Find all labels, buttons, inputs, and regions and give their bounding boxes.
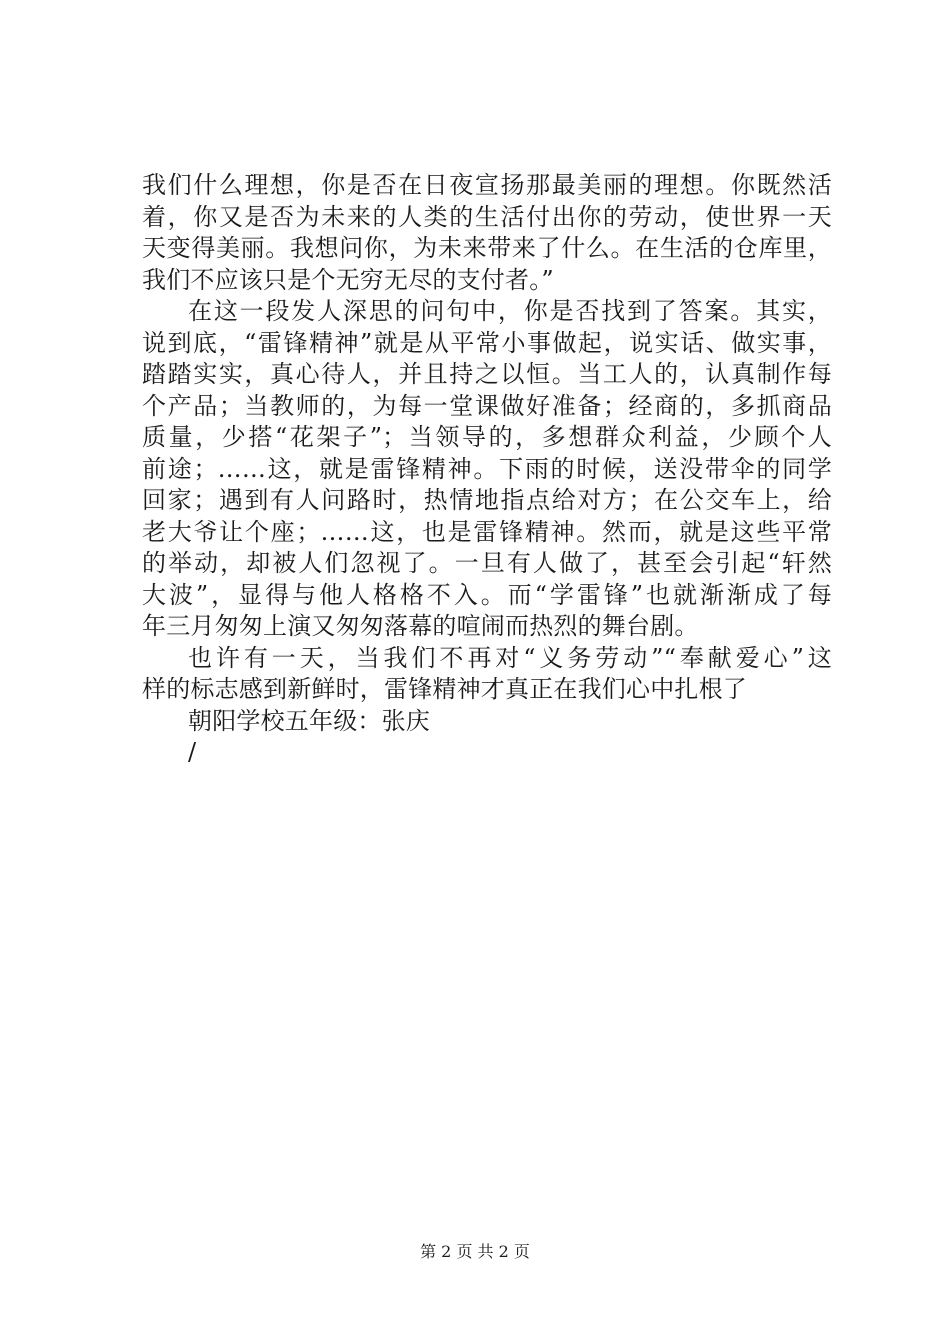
text-line: 的举动，却被人们忽视了。一旦有人做了，甚至会引起“轩然 <box>142 549 832 577</box>
text-line: 说到底，“雷锋精神”就是从平常小事做起，说实话、做实事， <box>142 328 832 357</box>
text-line: 样的标志感到新鲜时，雷锋精神才真正在我们心中扎根了 <box>142 675 747 703</box>
text-line: 我们什么理想，你是否在日夜宣扬那最美丽的理想。你既然活 <box>142 171 832 199</box>
text-line: 朝阳学校五年级：张庆 <box>188 706 430 735</box>
text-line: 回家；遇到有人问路时，热情地指点给对方；在公交车上，给 <box>142 486 832 514</box>
text-line: 天变得美丽。我想问你，为未来带来了什么。在生活的仓库里， <box>142 234 832 262</box>
text-line: 着，你又是否为未来的人类的生活付出你的劳动，使世界一天 <box>142 202 832 231</box>
text-line: 质量，少搭“花架子”；当领导的，多想群众利益，少顾个人 <box>142 423 832 451</box>
text-line: 在这一段发人深思的问句中，你是否找到了答案。其实， <box>188 297 832 325</box>
text-line: 也许有一天，当我们不再对“义务劳动”“奉献爱心”这 <box>188 643 832 672</box>
document-body <box>142 170 832 769</box>
text-line: 年三月匆匆上演又匆匆落幕的喧闹而热烈的舞台剧。 <box>142 612 699 640</box>
text-line: 老大爷让个座；……这，也是雷锋精神。然而，就是这些平常 <box>142 517 832 546</box>
text-line: 踏踏实实，真心待人，并且持之以恒。当工人的，认真制作每 <box>142 360 832 388</box>
text-line: / <box>188 738 197 766</box>
text-line: 大波”，显得与他人格格不入。而“学雷锋”也就渐渐成了每 <box>142 580 832 609</box>
text-line: 前途；……这，就是雷锋精神。下雨的时候，送没带伞的同学 <box>142 454 832 483</box>
text-line: 个产品；当教师的，为每一堂课做好准备；经商的，多抓商品 <box>142 391 832 420</box>
page-footer: 第 2 页 共 2 页 <box>420 1242 530 1261</box>
text-line: 我们不应该只是个无穷无尽的支付者。” <box>142 265 554 294</box>
